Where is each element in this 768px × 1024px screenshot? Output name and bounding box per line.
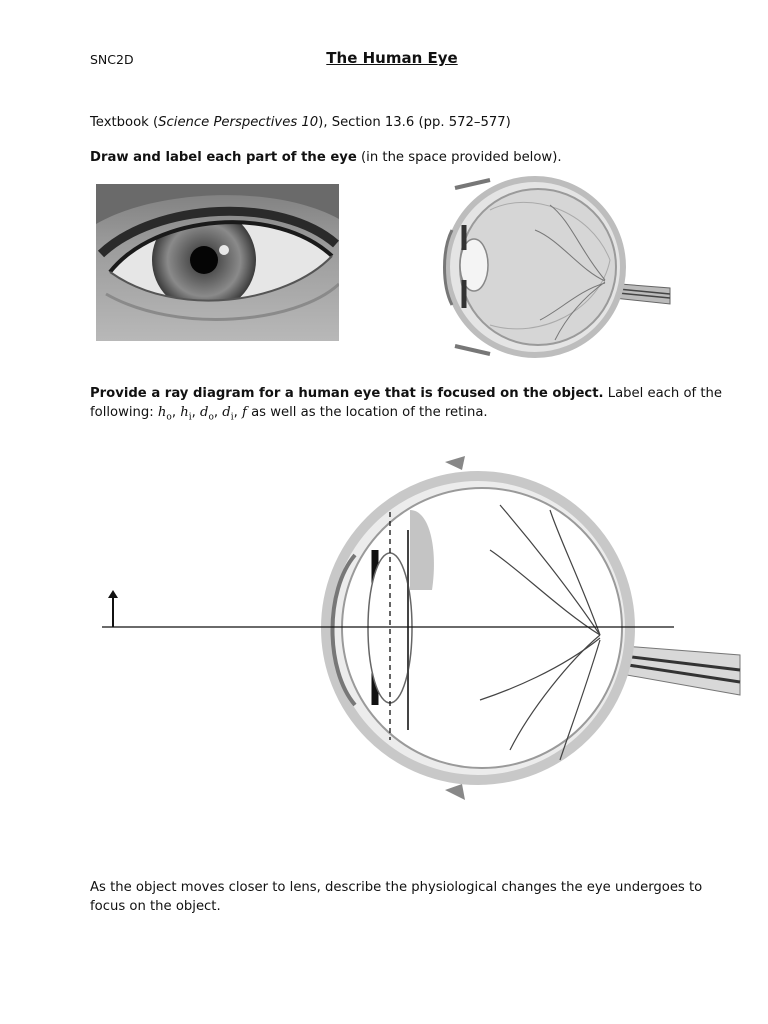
task-draw-label-rest: (in the space provided below). [356, 150, 562, 165]
task-draw-label [90, 149, 562, 167]
ray-diagram-eye [90, 450, 750, 810]
reference-prefix: Textbook ( [90, 115, 159, 130]
following-prefix: following: [90, 405, 158, 420]
symbol-d-object: $d_o$ [200, 405, 214, 423]
separator: , [171, 405, 181, 420]
task-ray-diagram [90, 385, 722, 403]
eye-photo [96, 184, 339, 341]
task-ray-diagram-rest: Label each of the [603, 386, 723, 401]
reference-book: Science Perspectives 10 [158, 115, 319, 130]
following-suffix: as well as the location of the retina. [246, 405, 488, 420]
symbol-h-image: $h_i$ [180, 405, 192, 423]
task-ray-diagram-bold: Provide a ray diagram for a human eye that is focused on the object. [90, 386, 604, 401]
task-physiology-line2: focus on the object. [90, 899, 221, 914]
task-ray-diagram-line2 [90, 404, 488, 427]
reference-suffix: ), Section 13.6 (pp. 572–577) [318, 115, 511, 130]
task-draw-label-bold: Draw and label each part of the eye [90, 150, 357, 165]
separator: , [233, 405, 243, 420]
symbol-h-object: $h_o$ [157, 405, 172, 423]
object-arrowhead [108, 590, 118, 598]
separator: , [213, 405, 223, 420]
course-code: SNC2D [90, 52, 134, 67]
symbol-focal-length: f [242, 405, 247, 420]
separator: , [191, 405, 201, 420]
eye-cross-section-small [430, 170, 675, 365]
page-title: The Human Eye [326, 49, 458, 67]
textbook-reference [90, 114, 511, 132]
task-physiology-line1: As the object moves closer to lens, describe the physiological changes the eye undergoes to [90, 880, 703, 895]
symbol-d-image: $d_i$ [222, 405, 234, 423]
